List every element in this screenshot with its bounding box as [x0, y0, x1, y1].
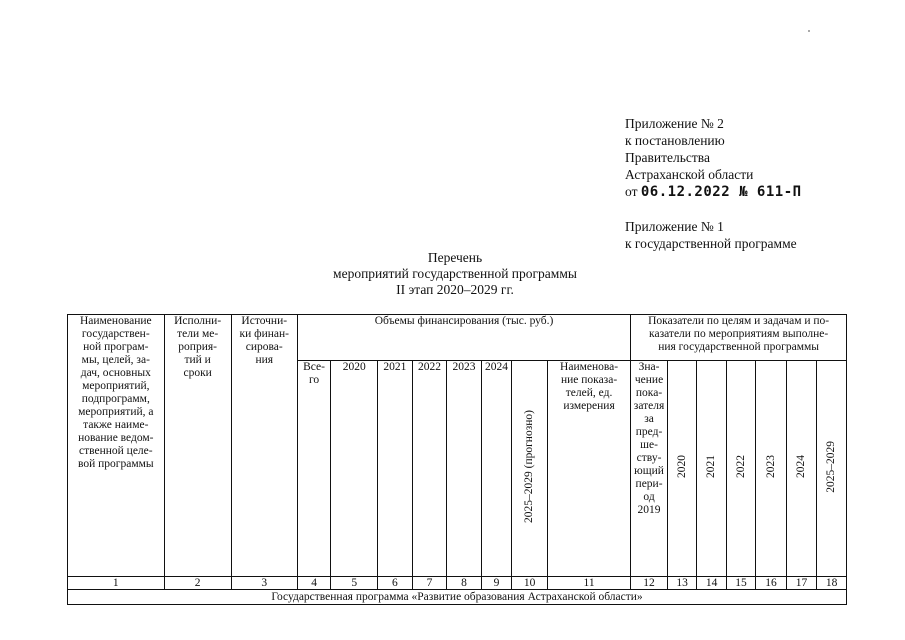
- h-l: измерения: [563, 400, 615, 412]
- h-l: тели ме-: [177, 328, 219, 340]
- title-line-1: Перечень: [427, 250, 483, 265]
- handwritten-date-number: 06.12.2022 № 611-П: [640, 184, 802, 200]
- h-l: зателя: [633, 400, 665, 412]
- h-l: подпрограмм,: [81, 393, 150, 405]
- header-row-1: [68, 315, 847, 361]
- h-l: ние показа-: [560, 374, 618, 386]
- h-l: Зна-: [638, 361, 660, 373]
- h-l: 2019: [637, 504, 661, 516]
- h-l: Источни-: [241, 315, 288, 327]
- h-l: также наиме-: [83, 419, 149, 431]
- col-ind-year-2022: [726, 361, 755, 577]
- appendix-line-7: к государственной программе: [625, 236, 797, 251]
- col-year-2022: 2022: [412, 361, 447, 577]
- h-l: дач, основных: [80, 367, 151, 379]
- col-number: 6: [378, 577, 413, 590]
- h-l: ной програм-: [83, 341, 149, 353]
- program-row: [68, 590, 847, 605]
- col-number: 8: [447, 577, 482, 590]
- h-l: казатели по мероприятиям выполне-: [649, 328, 829, 340]
- appendix-line-2: к постановлению: [625, 133, 725, 148]
- h-l: ству-: [636, 452, 662, 464]
- col-forecast-header: [512, 361, 548, 577]
- h-l: за: [644, 413, 654, 425]
- col-number: 16: [756, 577, 787, 590]
- indicators-header: [631, 315, 847, 361]
- title-line-2: мероприятий государственной программы: [333, 266, 577, 281]
- appendix-date-line: [625, 183, 895, 201]
- col-year-2020: 2020: [331, 361, 378, 577]
- h-l: ственной целе-: [78, 445, 153, 457]
- appendix-line-6: Приложение № 1: [625, 219, 724, 234]
- appendix-line-3: Правительства: [625, 150, 710, 165]
- col-number: 14: [697, 577, 726, 590]
- funding-header: Объемы финансирования (тыс. руб.): [297, 315, 630, 361]
- h-l: тий и: [184, 354, 211, 366]
- appendix-header: [625, 115, 895, 252]
- appendix-line-1: Приложение № 2: [625, 116, 724, 131]
- col-number: 11: [547, 577, 630, 590]
- h-l: Исполни-: [174, 315, 222, 327]
- col-ind-year-2021: [697, 361, 726, 577]
- h-l: пред-: [635, 426, 663, 438]
- h-l: Все-: [303, 361, 325, 373]
- forecast-label: 2025–2029 (прогнозно): [523, 409, 536, 523]
- ind-year-label: 2021: [705, 455, 718, 478]
- h-l: ния: [255, 354, 274, 366]
- col-ind-year-2020: [667, 361, 696, 577]
- date-prefix: от: [625, 184, 638, 199]
- h-l: пока-: [635, 387, 663, 399]
- col-number: 15: [726, 577, 755, 590]
- col-number: 12: [631, 577, 668, 590]
- h-l: нование ведом-: [78, 432, 154, 444]
- h-l: роприя-: [178, 341, 217, 353]
- ind-year-label: 2023: [764, 455, 777, 478]
- h-l: ше-: [640, 439, 658, 451]
- h-l: Наименование: [79, 315, 152, 327]
- h-l: сроки: [183, 367, 212, 379]
- col-number: 5: [331, 577, 378, 590]
- h-l: государствен-: [81, 328, 150, 340]
- col-number: 4: [297, 577, 331, 590]
- col-number: 1: [68, 577, 165, 590]
- col-prev-value-header: [631, 361, 668, 577]
- col-ind-year-2023: [756, 361, 787, 577]
- h-l: телей, ед.: [565, 387, 613, 399]
- ind-year-label: 2024: [795, 455, 808, 478]
- column-number-row: [68, 577, 847, 590]
- ind-year-label: 2025–2029: [825, 440, 838, 493]
- col-total-header: [297, 361, 331, 577]
- col-number: 2: [164, 577, 231, 590]
- col-number: 10: [512, 577, 548, 590]
- h-l: го: [308, 374, 320, 386]
- col-ind-year-2024: [786, 361, 817, 577]
- col-year-2024: 2024: [481, 361, 512, 577]
- h-l: од: [643, 491, 655, 503]
- col-name-header: [68, 315, 165, 577]
- h-l: мероприятий,: [82, 380, 150, 392]
- ind-year-label: 2022: [734, 455, 747, 478]
- col-exec-header: [164, 315, 231, 577]
- col-number: 13: [667, 577, 696, 590]
- h-l: мероприятий, а: [78, 406, 154, 418]
- document-title: [300, 250, 610, 298]
- h-l: вой программы: [77, 458, 154, 470]
- h-l: ющий: [634, 465, 664, 477]
- col-number: 17: [786, 577, 817, 590]
- col-number: 9: [481, 577, 512, 590]
- col-number: 18: [817, 577, 847, 590]
- h-l: пери-: [635, 478, 663, 490]
- h-l: мы, целей, за-: [81, 354, 150, 366]
- col-source-header: [231, 315, 297, 577]
- h-l: Наименова-: [560, 361, 619, 373]
- measures-table: [67, 314, 847, 605]
- h-l: сирова-: [245, 341, 283, 353]
- program-title-cell: Государственная программа «Развитие образования Астраханской области»: [68, 590, 847, 605]
- h-l: Показатели по целям и задачам и по-: [648, 315, 830, 327]
- col-number: 3: [231, 577, 297, 590]
- appendix-line-4: Астраханской области: [625, 167, 754, 182]
- col-year-2023: 2023: [447, 361, 482, 577]
- h-l: ки финан-: [239, 328, 289, 340]
- col-number: 7: [412, 577, 447, 590]
- col-indicator-name-header: [547, 361, 630, 577]
- h-l: чение: [634, 374, 664, 386]
- spacer: [625, 201, 895, 218]
- scan-speck: [808, 30, 810, 32]
- h-l: ния государственной программы: [658, 341, 820, 353]
- title-line-3: II этап 2020–2029 гг.: [396, 282, 514, 297]
- col-ind-year-2025-2029: [817, 361, 847, 577]
- ind-year-label: 2020: [675, 455, 688, 478]
- col-year-2021: 2021: [378, 361, 413, 577]
